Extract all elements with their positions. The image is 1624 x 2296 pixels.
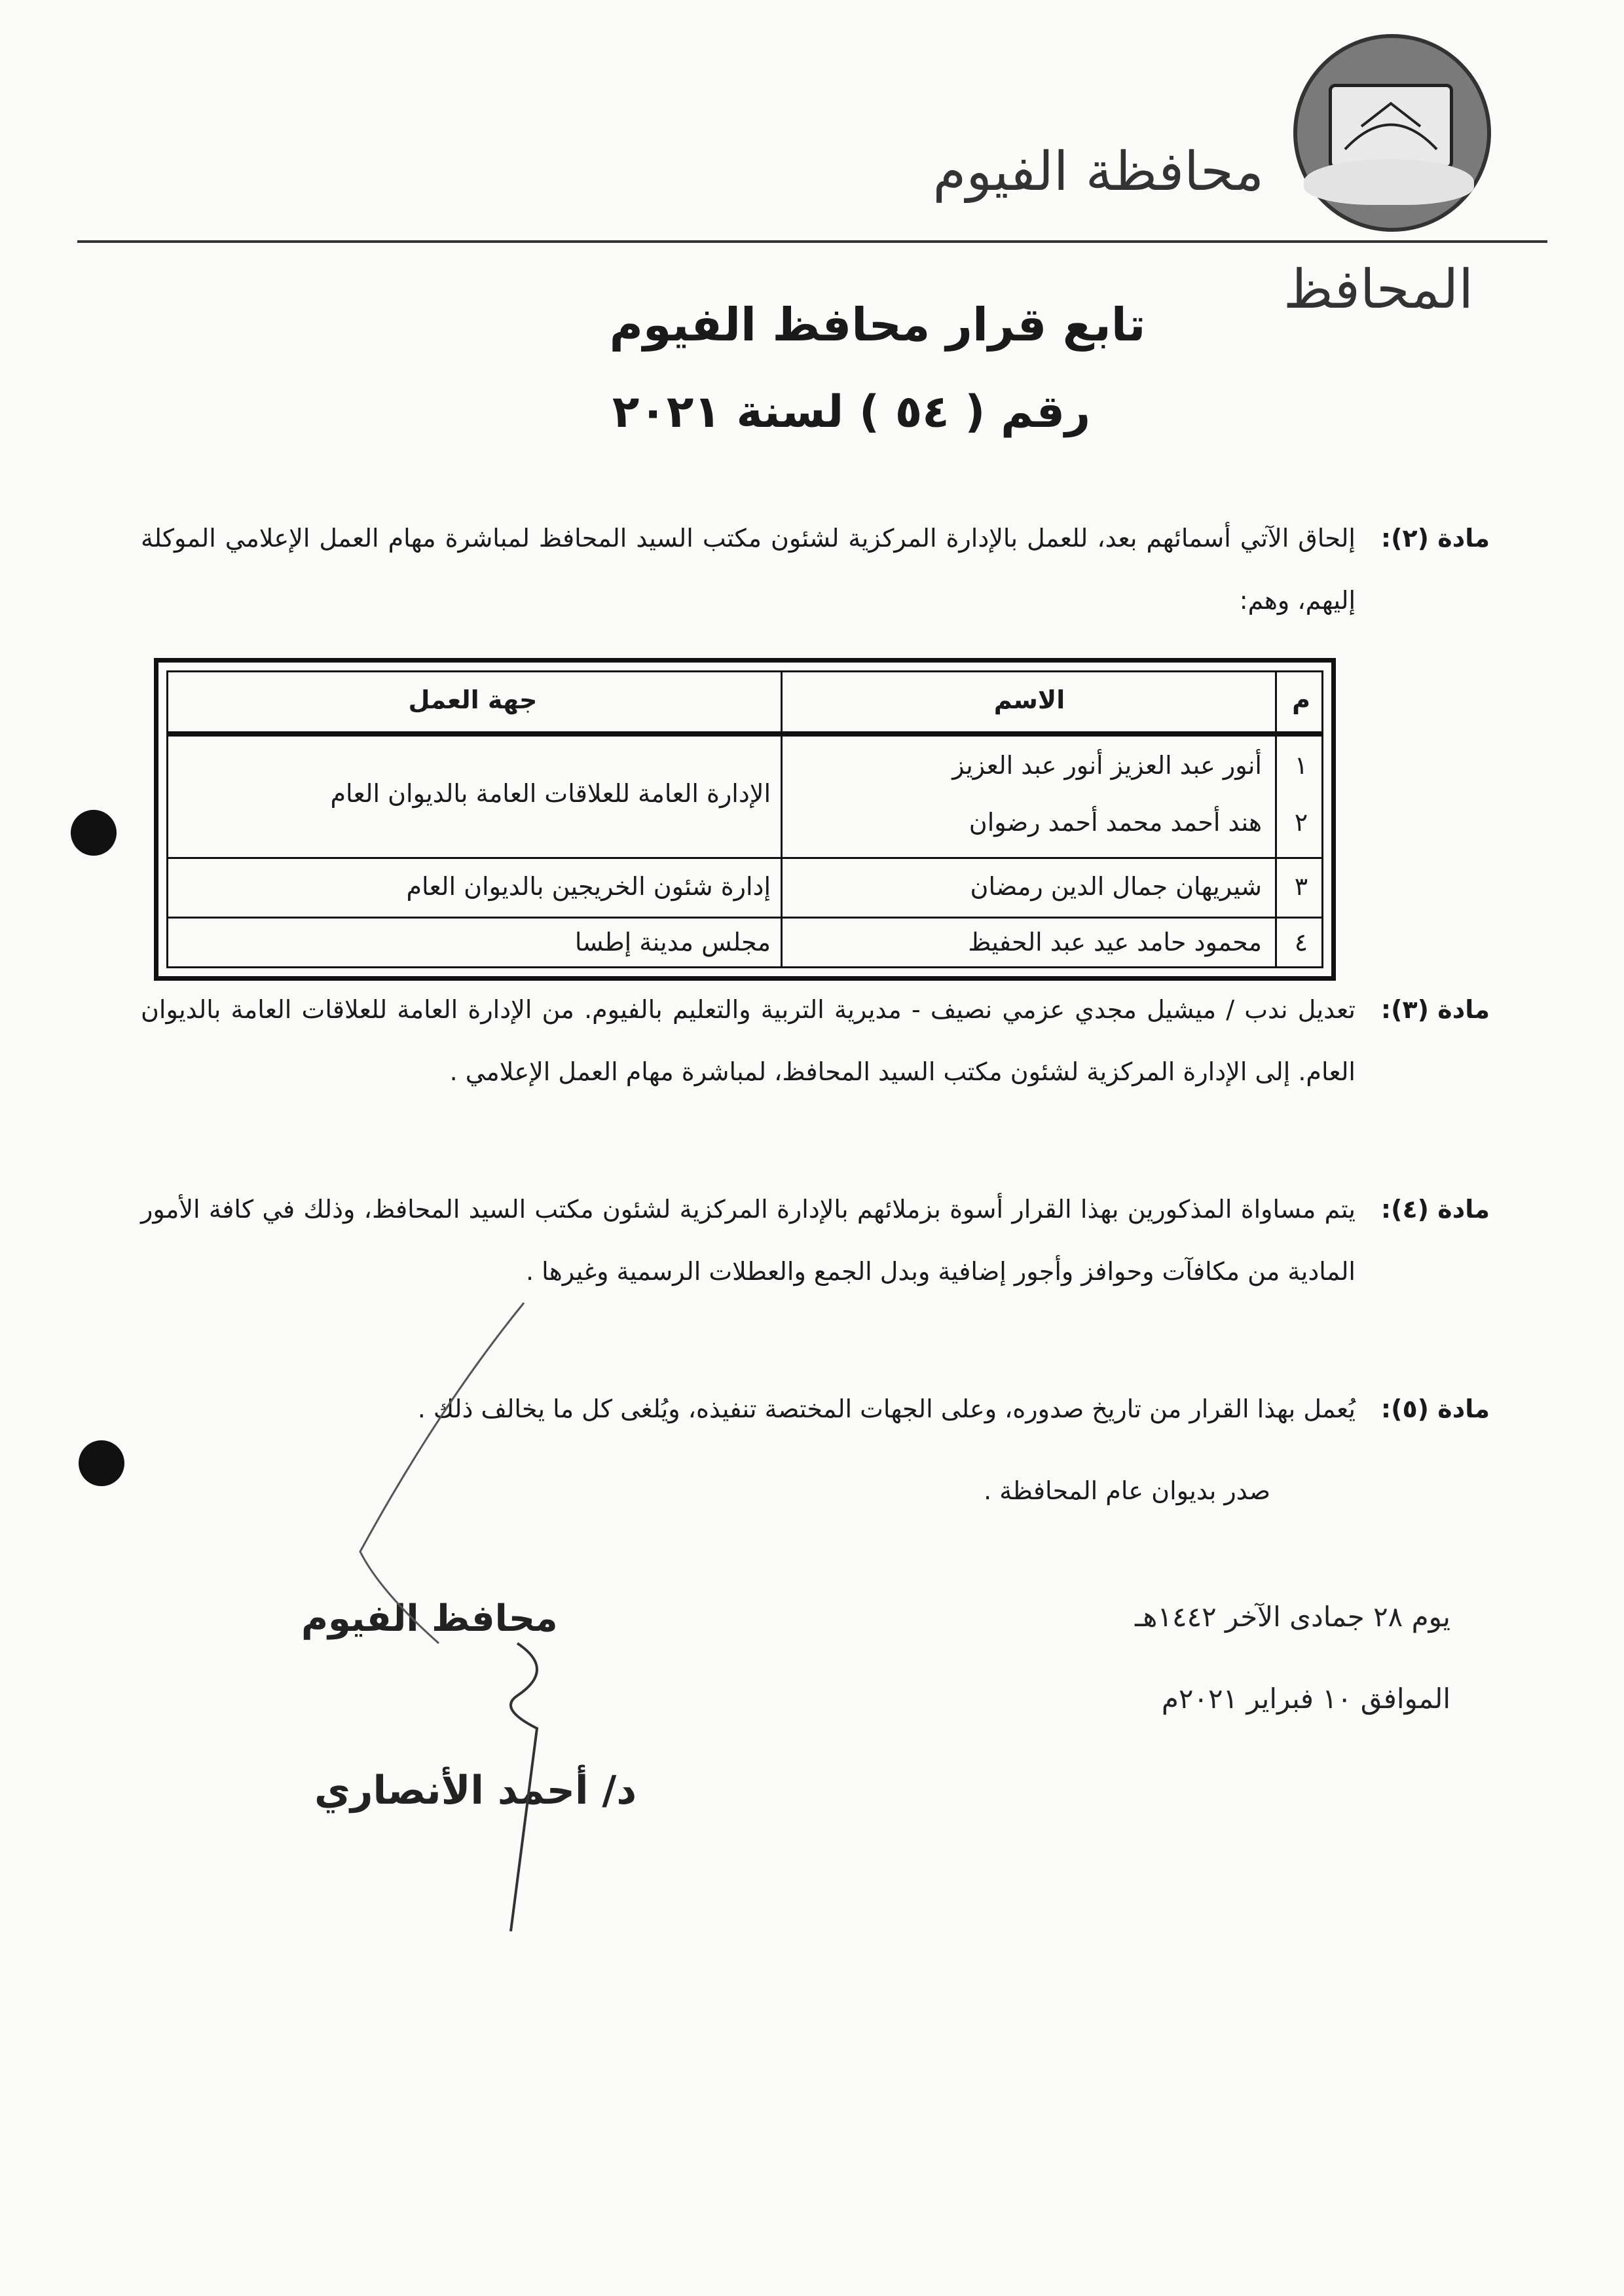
article-2-text: إلحاق الآتي أسمائهم بعد، للعمل بالإدارة المركزية لشئون مكتب السيد المحافظ لمباشرة مهام العمل الإعلامي الموكلة إليهم، وهم: xyxy=(141,524,1356,615)
table-row-num: ٣ xyxy=(1294,872,1308,901)
table-row-workplace: إدارة شئون الخريجين بالديوان العام xyxy=(406,872,771,901)
article-2-label: مادة (٢): xyxy=(1380,524,1490,553)
table-row-num: ١ xyxy=(1294,751,1308,780)
article-3-text: تعديل ندب / ميشيل مجدي عزمي نصيف - مديرية التربية والتعليم بالفيوم. من الإدارة العامة للعلاقات العامة بالديوان العام. إلى الإدارة المركزية لشئون مكتب السيد المحافظ، لمباشرة مهام العمل الإعلامي . xyxy=(141,995,1356,1086)
table-header-num: م xyxy=(1292,685,1310,714)
table-header-rule xyxy=(168,731,1321,737)
table-row-rule xyxy=(168,917,1321,919)
signatory-name: د/ أحمد الأنصاري xyxy=(314,1768,637,1813)
handwritten-signature xyxy=(341,1277,864,1931)
staff-table xyxy=(154,658,1336,981)
governorate-seal xyxy=(1293,34,1491,232)
article-3-label: مادة (٣): xyxy=(1380,995,1490,1024)
seal-emblem xyxy=(1329,84,1453,169)
staff-table-inner xyxy=(166,670,1323,968)
article-4-label: مادة (٤): xyxy=(1380,1195,1490,1224)
date-gregorian: الموافق ١٠ فبراير ٢٠٢١م xyxy=(1161,1683,1450,1715)
governor-label: المحافظ xyxy=(1283,259,1473,321)
article-5-text: يُعمل بهذا القرار من تاريخ صدوره، وعلى الجهات المختصة تنفيذه، ويُلغى كل ما يخالف ذلك . xyxy=(417,1394,1356,1423)
table-row-rule xyxy=(168,857,1321,859)
punch-hole xyxy=(71,810,117,856)
article-5-label: مادة (٥): xyxy=(1380,1394,1490,1423)
seal-wave-shape xyxy=(1304,159,1474,205)
article-4-text: يتم مساواة المذكورين بهذا القرار أسوة بزملائهم بالإدارة المركزية لشئون مكتب السيد المحافظ، وذلك في كافة الأمور المادية من مكافآت وحوافز وأجور إضافية وبدل الجمع والعطلات الرسمية وغيرها . xyxy=(141,1195,1356,1286)
table-row-num: ٢ xyxy=(1294,808,1308,837)
table-row-name: أنور عبد العزيز أنور عبد العزيز xyxy=(952,751,1262,780)
header-divider xyxy=(77,240,1547,243)
table-row-name: محمود حامد عيد عبد الحفيظ xyxy=(968,928,1262,957)
table-row-workplace: مجلس مدينة إطسا xyxy=(574,928,771,957)
signatory-title: محافظ الفيوم xyxy=(301,1597,558,1640)
table-header-name: الاسم xyxy=(993,685,1065,714)
date-hijri: يوم ٢٨ جمادى الآخر ١٤٤٢هـ xyxy=(1135,1601,1450,1633)
decree-title: تابع قرار محافظ الفيوم xyxy=(609,298,1146,352)
table-merged-workplace: الإدارة العامة للعلاقات العامة بالديوان العام xyxy=(330,779,771,808)
table-divider xyxy=(1275,672,1277,966)
table-row-name: هند أحمد محمد أحمد رضوان xyxy=(969,808,1262,837)
issued-statement: صدر بديوان عام المحافظة . xyxy=(984,1476,1270,1505)
table-divider xyxy=(781,672,783,966)
decree-number: رقم ( ٥٤ ) لسنة ٢٠٢١ xyxy=(612,386,1091,438)
table-row-num: ٤ xyxy=(1294,928,1308,957)
governorate-name: محافظة الفيوم xyxy=(932,141,1264,203)
punch-hole xyxy=(79,1440,124,1486)
table-row-name: شيريهان جمال الدين رمضان xyxy=(970,872,1262,901)
table-header-workplace: جهة العمل xyxy=(408,685,538,714)
